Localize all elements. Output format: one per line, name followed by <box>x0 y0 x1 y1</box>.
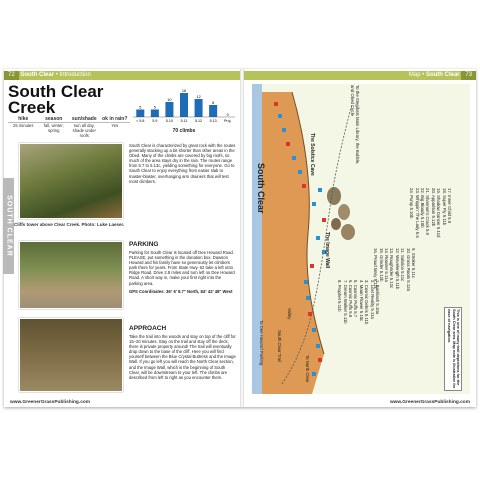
route-marker <box>312 372 316 376</box>
left-page-number: 72 <box>4 71 19 80</box>
route-legend-item: 15. Grinder 5.12b <box>378 248 384 282</box>
route-marker <box>274 102 278 106</box>
chart-value-label: 5 <box>139 105 142 110</box>
map-title: South Clear <box>256 163 266 214</box>
route-marker <box>304 280 308 284</box>
route-legend-item: 11. Solstice 5.11c <box>400 248 406 282</box>
info-header-sun: sun/shade <box>69 116 100 123</box>
route-marker <box>298 170 302 174</box>
parking-heading: PARKING <box>129 241 159 248</box>
chart-value-label: 5 <box>153 105 156 110</box>
chart-bar <box>195 99 203 117</box>
route-legend-item: 14. Rooster 5.11a <box>383 248 389 282</box>
label-image-wall: The Image Wall <box>324 232 330 269</box>
left-subsection-label: Introduction <box>59 72 91 78</box>
label-valley: Valley <box>287 308 292 320</box>
right-section-label: Map <box>408 72 421 78</box>
route-legend-item: 19. Shadow Dancer 5.11d <box>436 188 442 238</box>
route-legend-c <box>409 188 452 238</box>
route-legend-item: 21. Shannon's Crack 5.9 <box>425 188 431 235</box>
route-legend-item: 12. Wavelength 5.11b <box>394 248 400 290</box>
route-legend-item: 20. Apparition 5.12b <box>430 188 436 227</box>
chart-category-label: 5.12 <box>195 119 203 123</box>
trailhead-photo <box>19 318 123 392</box>
right-page-number: 73 <box>461 71 476 80</box>
page-title <box>8 84 103 116</box>
route-marker <box>308 312 312 316</box>
info-header-hike: hike <box>8 116 39 123</box>
route-legend-item: 22. Big Bloody 5.10b <box>419 188 425 228</box>
route-legend-item: 3. Cosmic Debris 5.11b <box>364 280 370 325</box>
route-legend-b <box>373 248 416 291</box>
sidebar-text: SOUTH CLEAR <box>5 195 12 257</box>
label-north-clear: To North Clear <box>305 355 310 383</box>
route-marker <box>318 188 322 192</box>
boulder <box>341 224 355 240</box>
route-marker <box>316 236 320 240</box>
info-table-values <box>8 123 130 138</box>
route-marker <box>310 264 314 268</box>
grade-chart <box>133 86 235 126</box>
route-legend-item: 13. Roughrider 5.12c <box>389 248 395 289</box>
route-marker <box>312 202 316 206</box>
route-marker <box>316 344 320 348</box>
info-header-season: season <box>39 116 70 123</box>
route-legend-item: 6. Cosmic Puffs 5.9 <box>347 280 353 318</box>
parking-photo <box>19 241 123 309</box>
chart-category-label: 5.11 <box>180 119 188 123</box>
route-legend-item: 7. Dream Walker 5.11b <box>342 280 348 324</box>
route-legend-item: 5. Cosmic Puffs 5.7 <box>353 280 359 318</box>
right-footer-url[interactable]: www.GreenerGrassPublishing.com <box>389 400 470 405</box>
map-note-box <box>444 307 462 391</box>
left-footer-url[interactable]: www.GreenerGrassPublishing.com <box>10 400 91 405</box>
route-marker <box>282 128 286 132</box>
chart-value-label: 16 <box>181 89 187 93</box>
left-page-header: 72 South Clear • Introduction <box>4 71 240 80</box>
chart-bar <box>165 102 173 117</box>
label-to-library: To the Stegibats Main Library, the Bubble, and Obed Circle <box>350 85 360 165</box>
route-marker <box>278 114 282 118</box>
chart-value-label: 8 <box>212 101 215 105</box>
info-value-hike: 25 minutes <box>13 123 34 128</box>
gps-coordinates: GPS Coordinates: 36° 6' 9.7" North, 84° 42' 48" West <box>129 289 233 294</box>
chart-value-label: 12 <box>196 95 201 99</box>
label-solstice-cave: The Solstice Cave <box>309 133 315 176</box>
chart-bar <box>151 110 159 118</box>
chart-category-label: 5.9 <box>152 119 158 123</box>
chart-bar <box>180 93 188 117</box>
route-marker <box>312 328 316 332</box>
route-legend-item: 23. Whippin' The Lady 5.6 <box>414 188 420 238</box>
route-legend-item: 16. Proud Mary 5.12c <box>373 248 379 290</box>
route-legend-item: 4. Moon Flower 5.10c <box>358 280 364 322</box>
chart-bar <box>209 105 217 117</box>
boulder <box>338 204 350 220</box>
route-marker <box>306 296 310 300</box>
boulder <box>331 218 341 230</box>
approach-heading: APPROACH <box>129 325 167 332</box>
intro-text: South Clear is characterized by great rock with the routes generally stacking up a bit shorter than other areas in the Obed. Many of the climbs are covered by big roofs, so much of the area stays dry in the rain. The routes range from 5.7 to 5.13c, yielding something for everyone. Go to South Clear to enjoy everything from easier slab to master-blaster, overhanging arm drainers that will test most climbers. <box>129 143 236 184</box>
route-marker <box>318 358 322 362</box>
left-section-label: South Clear <box>20 72 55 78</box>
boulder <box>327 187 341 205</box>
route-marker <box>302 184 306 188</box>
route-legend-item: 10. Grass Roots 5.12a <box>405 248 411 291</box>
page-gutter <box>240 69 244 407</box>
chart-category-label: Proj. <box>224 119 232 123</box>
info-table <box>8 116 130 138</box>
route-marker <box>322 218 326 222</box>
label-trail: South Clear Trail <box>277 330 282 363</box>
parking-text: Parking for South Clear is located off Dee Howard Road. PLEASE, put something in the donation box. Dawson Howard and his family have so generously let climbers park there for years. From State Hwy. 62 take a left onto Ridge Road. Drive 2.8 miles and turn left on Dee Howard Road. A short way in, make your first right into the parking area. <box>129 250 235 286</box>
info-value-rain: Yes <box>111 123 119 128</box>
chart-value-label: 10 <box>167 98 172 102</box>
chart-bar <box>136 110 144 118</box>
route-legend-item: 2. Lost Reality 5.11a <box>369 280 375 319</box>
right-page-header: Map • South Clear 73 <box>244 71 476 80</box>
area-map <box>252 84 470 394</box>
chart-category-label: < 5.8 <box>136 119 145 123</box>
route-marker <box>286 142 290 146</box>
cliff-photo <box>19 143 123 219</box>
chart-category-label: 5.13 <box>209 119 217 123</box>
sidebar-tab <box>3 178 14 274</box>
info-table-header <box>8 116 130 123</box>
map-note: This is one of many trail depictions for the South Clear area. Map note is illustrative for ease of navigation. <box>447 309 460 389</box>
route-marker <box>292 156 296 160</box>
route-legend-item: 18. Super Fly 5.11b <box>441 188 447 226</box>
approach-text: Take the trail into the woods and stay on top of the cliff for 15–20 minutes. Stay on the trail and stay off the deck, there is private property around! The trail will eventually drop down to the base of the cliff. Here you will find yourself between the Blue Crystal Buttress and the Image Wall. If you go left you will reach the North Clear section, and the Image Wall, which is the beginning of South Clear, will be downstream to your left. The climbs are described from left to right as you encounter them. <box>129 334 236 380</box>
route-legend-item: 24. Pump 5.10b <box>409 188 415 219</box>
label-dee-howard: To Dee Howard Parking <box>259 320 264 366</box>
route-legend-item: 9. Stroker 5.11c <box>411 248 416 279</box>
route-legend-item: 17. Inner Child 5.9 <box>447 188 452 224</box>
info-header-rain: ok in rain? <box>100 116 131 123</box>
route-legend-item: 1. Backlash 5.10a <box>375 280 380 315</box>
title-line-2: Creek <box>8 98 56 117</box>
route-legend-item: 8. Prophet 5.11b <box>337 280 343 312</box>
title-line-1: South Clear <box>8 82 104 101</box>
chart-total-label: 70 climbs <box>172 128 196 134</box>
chart-value-label: 0 <box>226 113 229 117</box>
photo-caption: Cliffs tower above Clear Creek. Photo: Luke Laeser. <box>14 222 125 227</box>
right-subsection-label: South Clear <box>425 72 460 78</box>
info-value-season: fall, winter, spring <box>43 123 64 133</box>
chart-category-label: 5.10 <box>165 119 173 123</box>
info-value-sun: sun all day, shade under roofs <box>72 123 96 138</box>
